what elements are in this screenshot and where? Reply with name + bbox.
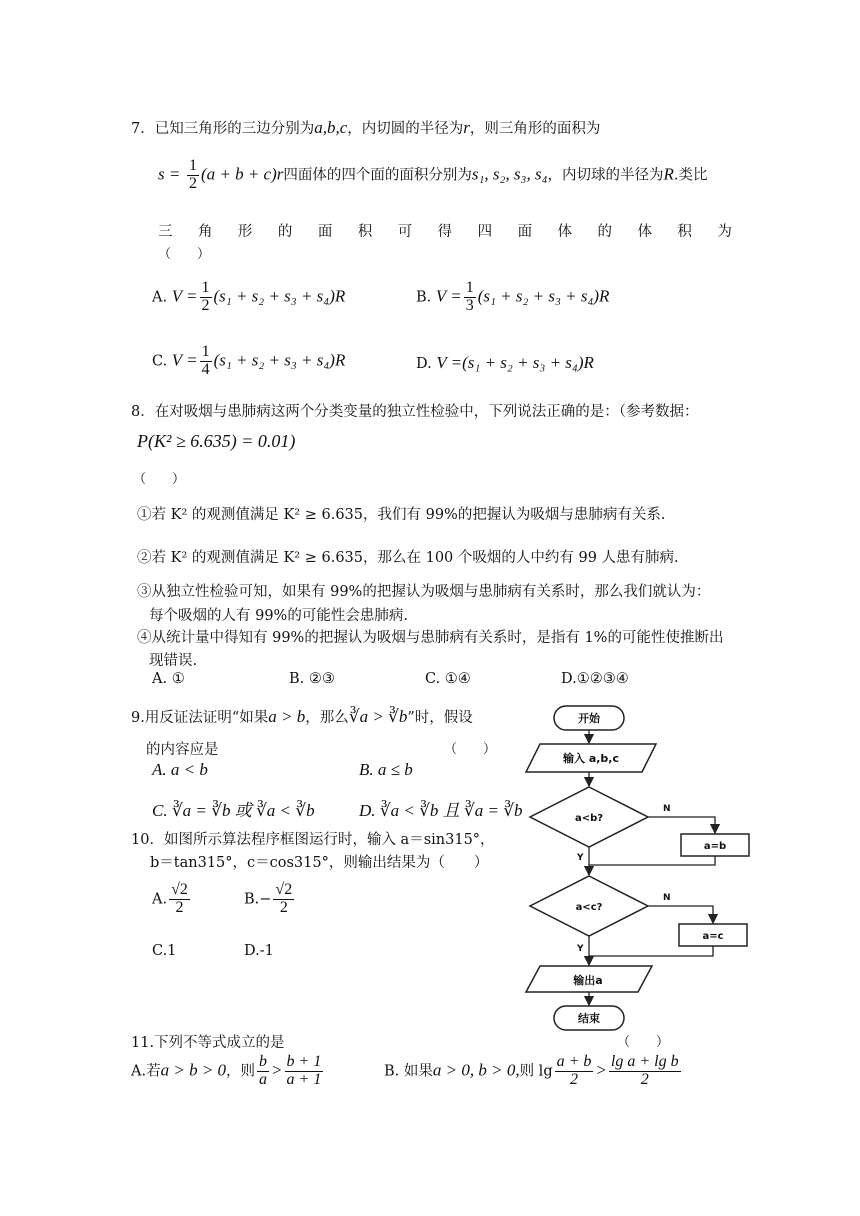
fraction-sqrt2-over-2: $\frac{√2}{2}$ bbox=[275, 881, 293, 916]
fraction-lg-over-2: $\frac{\text{lg a + lg b}}{2}$ bbox=[610, 1053, 679, 1088]
formula-body: (s₁ + s₂ + s₃ + s₄)R bbox=[462, 353, 594, 372]
gt-sign: > bbox=[271, 1060, 283, 1080]
volume-v: V = bbox=[436, 353, 463, 372]
q7-line3-char: 的 bbox=[277, 224, 293, 240]
option-label: B. bbox=[416, 289, 432, 306]
volume-v: V = bbox=[171, 286, 198, 306]
q11-b-condition: a > 0, b > 0, bbox=[432, 1060, 520, 1080]
q7-line3-char: 得 bbox=[437, 224, 453, 240]
start-label: 开始 bbox=[578, 712, 600, 725]
assign-1-label: a=b bbox=[703, 841, 727, 852]
q8-option-d: D.①②③④ bbox=[561, 671, 629, 687]
q7-R: R bbox=[663, 164, 674, 184]
q10-option-c: C.1 bbox=[152, 943, 177, 959]
volume-v: V = bbox=[171, 350, 198, 370]
option-label: A. bbox=[152, 891, 168, 908]
q7-faces: s₁, s₂, s₃, s₄ bbox=[471, 164, 548, 184]
algorithm-flowchart bbox=[518, 700, 763, 1035]
q7-line3-char: 体 bbox=[557, 224, 573, 240]
q7-option-c bbox=[152, 344, 345, 379]
q7-line2 bbox=[158, 158, 708, 193]
q8-option-a: A. ① bbox=[152, 671, 185, 687]
q7-text: 7．已知三角形的三边分别为 bbox=[131, 121, 315, 137]
no-label-2: N bbox=[663, 893, 671, 903]
q7-text: ，则三角形的面积为 bbox=[469, 121, 601, 137]
q7-line3-char: 四 bbox=[477, 224, 493, 240]
q11-text: 则 lg bbox=[519, 1063, 553, 1080]
q10-option-b bbox=[244, 882, 296, 917]
q7-sides: a,b,c bbox=[314, 118, 348, 137]
q7-option-d bbox=[416, 353, 594, 373]
q10-option-d: D.-1 bbox=[244, 943, 274, 959]
q9-answer-paren: （ ） bbox=[444, 742, 497, 757]
q8-reference-data: P(K² ≥ 6.635) = 0.01) bbox=[137, 431, 296, 451]
q11-a-condition: a > b > 0 bbox=[160, 1060, 227, 1080]
q8-statement-4-cont: 现错误. bbox=[149, 653, 198, 669]
option-label: B. 如果 bbox=[384, 1063, 433, 1080]
q10-stem-cont: b＝tan315°，c＝cos315°，则输出结果为（ ） bbox=[150, 855, 489, 871]
end-label: 结束 bbox=[578, 1012, 600, 1025]
q11-option-b bbox=[384, 1054, 683, 1089]
q8-option-b: B. ②③ bbox=[289, 671, 335, 687]
q7-option-a bbox=[152, 280, 345, 315]
q10-stem: 10．如图所示算法程序框图运行时，输入 a＝sin315°， bbox=[131, 832, 495, 848]
q7-line1 bbox=[131, 117, 600, 138]
q7-line3-char: 面 bbox=[317, 224, 333, 240]
input-label: 输入 a,b,c bbox=[562, 752, 620, 765]
fraction: $\frac{1}{2}$ bbox=[201, 279, 210, 314]
q11-stem: 11.下列不等式成立的是 bbox=[131, 1035, 285, 1051]
q9-condition: a > b bbox=[268, 707, 306, 726]
q7-line3-char: 积 bbox=[677, 224, 692, 240]
fraction-ab-over-2: $\frac{a + b}{2}$ bbox=[556, 1053, 592, 1088]
q9-option-c: C. ∛a = ∛b 或 ∛a < ∛b bbox=[152, 801, 315, 820]
q10-option-a bbox=[152, 882, 192, 917]
assign-2-label: a=c bbox=[702, 931, 724, 942]
output-label: 输出a bbox=[573, 974, 603, 987]
q9-text: ”时，假设 bbox=[407, 710, 473, 726]
q7-line3-char: 积 bbox=[357, 224, 373, 240]
no-label-1: N bbox=[663, 804, 671, 814]
q7-line3-char: 形 bbox=[237, 224, 253, 240]
option-label: C. bbox=[152, 353, 168, 370]
q9-text: ，那么 bbox=[305, 710, 349, 726]
q8-statement-3: ③从独立性检验可知，如果有 99%的把握认为吸烟与患肺病有关系时，那么我们就认为： bbox=[137, 584, 711, 600]
fraction: $\frac{1}{3}$ bbox=[465, 279, 474, 314]
q8-statement-2: ②若 K² 的观测值满足 K² ≥ 6.635，那么在 100 个吸烟的人中约有 99 人患有肺病. bbox=[137, 550, 679, 566]
formula-body: (s₁ + s₂ + s₃ + s₄)R bbox=[477, 286, 610, 306]
condition-2-label: a<c? bbox=[575, 902, 603, 913]
gt-sign: > bbox=[595, 1060, 607, 1080]
option-label: A. bbox=[152, 289, 168, 306]
fraction-sqrt2-over-2: $\frac{√2}{2}$ bbox=[171, 881, 188, 916]
q7-option-b bbox=[416, 280, 609, 315]
q9-stem bbox=[131, 706, 473, 727]
q7-answer-paren: （ ） bbox=[158, 247, 211, 262]
q11-text: ，则 bbox=[226, 1063, 256, 1080]
fraction-one-half: $\frac{1}{2}$ bbox=[188, 157, 197, 192]
fraction: $\frac{1}{4}$ bbox=[201, 343, 210, 378]
q9-conclusion: ∛a > ∛b bbox=[348, 707, 408, 726]
q7-line3 bbox=[158, 220, 732, 241]
minus-sign: − bbox=[259, 891, 272, 908]
q9-option-a: A. a < b bbox=[152, 760, 208, 779]
q7-line3-char: 三 bbox=[158, 224, 173, 240]
q7-text: ，内切圆的半径为 bbox=[347, 121, 464, 137]
q7-line3-char: 的 bbox=[597, 224, 612, 240]
fraction-b1-over-a1: $\frac{b + 1}{a + 1}$ bbox=[286, 1053, 322, 1088]
q7-text: 四面体的四个面的面积分别为 bbox=[283, 167, 472, 184]
q11-option-a bbox=[131, 1054, 325, 1089]
q7-r: r bbox=[463, 118, 470, 137]
q11-answer-paren: （ ） bbox=[617, 1035, 670, 1050]
option-label: D. bbox=[416, 356, 432, 372]
q9-option-d: D. ∛a < ∛b 且 ∛a = ∛b bbox=[359, 801, 523, 820]
q8-statement-1: ①若 K² 的观测值满足 K² ≥ 6.635，我们有 99%的把握认为吸烟与患肺病有关系. bbox=[137, 507, 666, 523]
q8-option-c: C. ①④ bbox=[425, 671, 471, 687]
q7-line3-char: 角 bbox=[197, 224, 213, 240]
q9-option-b: B. a ≤ b bbox=[359, 760, 413, 779]
q7-line3-char: 可 bbox=[397, 224, 413, 240]
q8-stem: 8．在对吸烟与患肺病这两个分类变量的独立性检验中，下列说法正确的是：（参考数据： bbox=[131, 404, 699, 420]
area-formula-rhs: (a + b + c)r bbox=[200, 164, 284, 184]
option-label: A.若 bbox=[131, 1063, 161, 1080]
q7-line3-char: 为 bbox=[717, 224, 732, 240]
fraction-b-over-a: $\frac{b}{a}$ bbox=[259, 1053, 268, 1088]
formula-body: (s₁ + s₂ + s₃ + s₄)R bbox=[213, 286, 346, 306]
q9-text: 9.用反证法证明“如果 bbox=[131, 710, 269, 726]
area-formula-lhs: s = bbox=[158, 164, 181, 184]
q7-line3-char: 面 bbox=[517, 224, 533, 240]
q8-statement-3-cont: 每个吸烟的人有 99%的可能性会患肺病. bbox=[149, 608, 408, 624]
q9-stem-cont: 的内容应是 bbox=[146, 742, 219, 758]
q8-statement-4: ④从统计量中得知有 99%的把握认为吸烟与患肺病有关系时，是指有 1%的可能性使推断出 bbox=[137, 630, 724, 646]
q7-line3-char: 体 bbox=[637, 224, 652, 240]
formula-body: (s₁ + s₂ + s₃ + s₄)R bbox=[213, 350, 346, 370]
q7-text: ，内切球的半径为 bbox=[547, 167, 664, 184]
condition-1-label: a<b? bbox=[574, 813, 604, 824]
yes-label-1: Y bbox=[577, 853, 584, 863]
q7-text: .类比 bbox=[673, 167, 708, 184]
yes-label-2: Y bbox=[577, 944, 584, 954]
q8-answer-paren: （ ） bbox=[133, 472, 186, 487]
volume-v: V = bbox=[435, 286, 462, 306]
option-label: B. bbox=[244, 891, 260, 908]
